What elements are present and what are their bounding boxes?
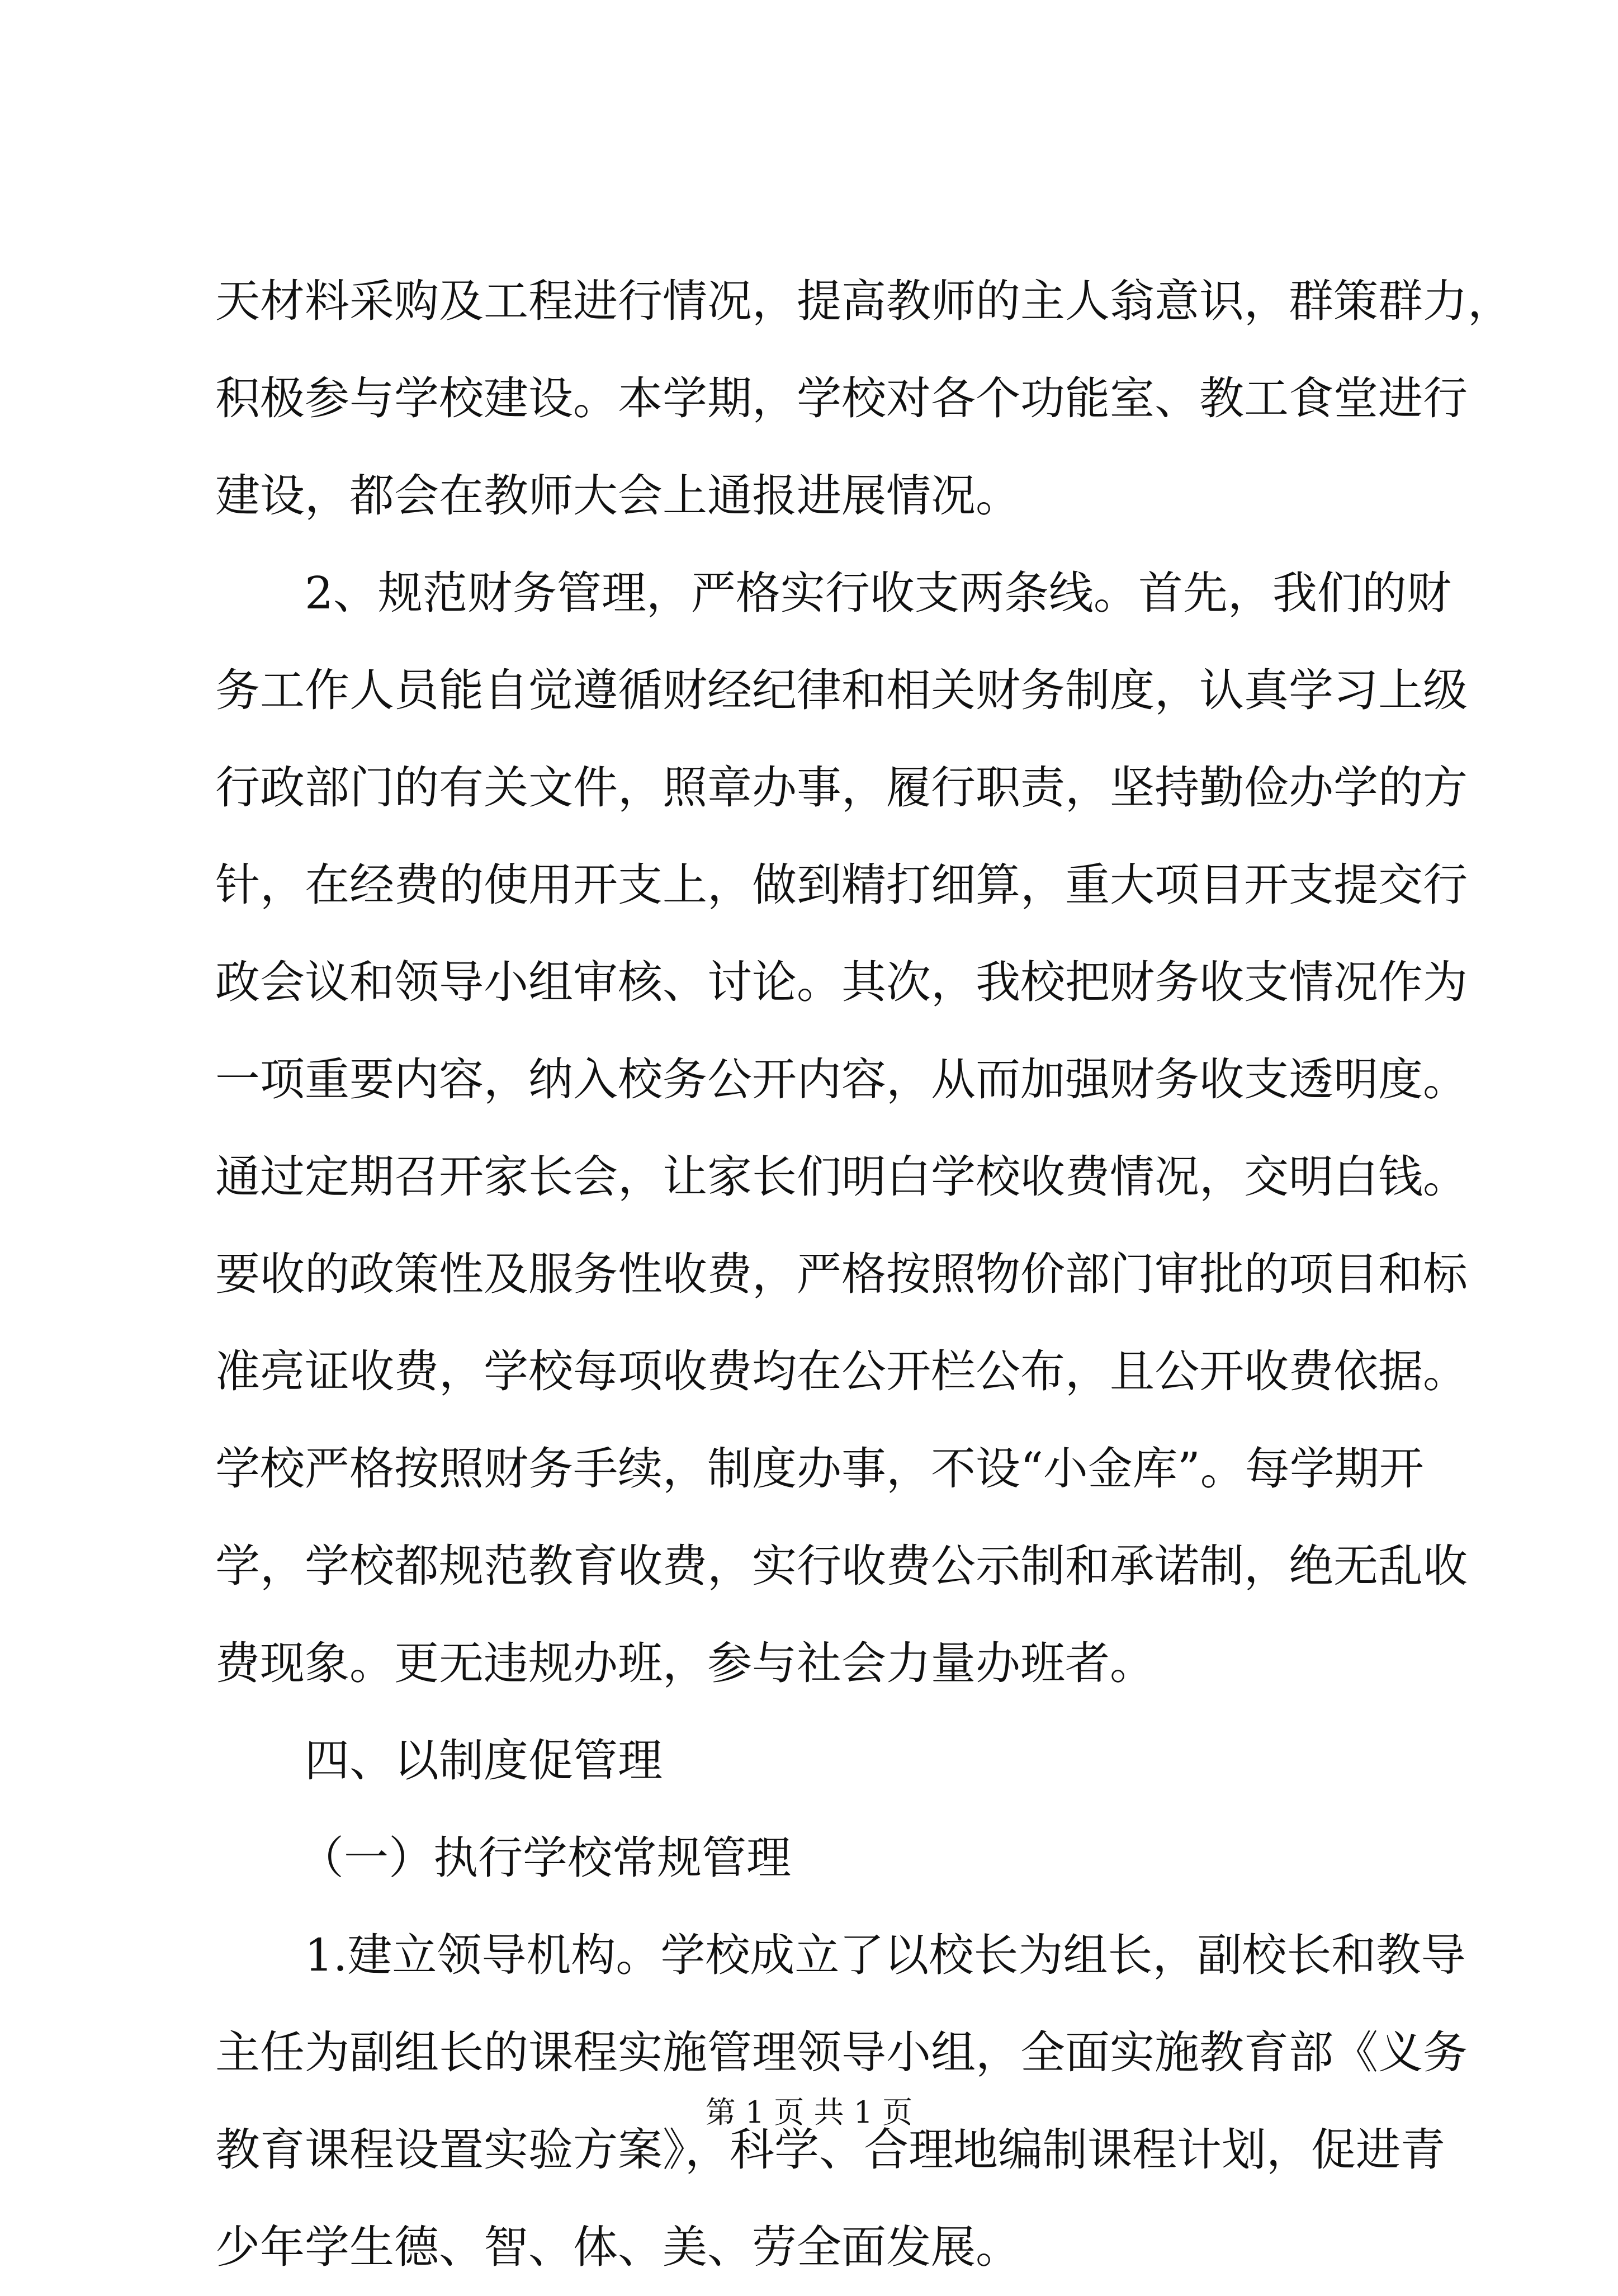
page-number-label: 第 1 页 共 1 页 (705, 2095, 913, 2130)
text-line: 1.建立领导机构。学校成立了以校长为组长，副校长和教导 (305, 1929, 1466, 1981)
text-line: 务工作人员能自觉遵循财经纪律和相关财务制度，认真学习上级 (215, 664, 1468, 716)
text-line: 针，在经费的使用开支上，做到精打细算，重大项目开支提交行 (215, 859, 1468, 911)
text-line: 积极参与学校建设。本学期，学校对各个功能室、教工食堂进行 (215, 372, 1468, 424)
subsection-heading: （一）执行学校常规管理 (299, 1832, 791, 1884)
page-footer (0, 2090, 1618, 2135)
text-line: 学，学校都规范教育收费，实行收费公示制和承诺制，绝无乱收 (215, 1540, 1468, 1592)
text-line: 学校严格按照财务手续，制度办事，不设“小金库”。每学期开 (215, 1443, 1424, 1495)
text-line: 准亮证收费，学校每项收费均在公开栏公布，且公开收费依据。 (215, 1345, 1468, 1397)
text-line: 建设，都会在教师大会上通报进展情况。 (215, 470, 1020, 522)
text-line: 主任为副组长的课程实施管理领导小组，全面实施教育部《义务 (215, 2026, 1468, 2078)
text-line: 少年学生德、智、体、美、劳全面发展。 (215, 2221, 1020, 2273)
text-line: 政会议和领导小组审核、讨论。其次，我校把财务收支情况作为 (215, 956, 1468, 1008)
text-line: 一项重要内容，纳入校务公开内容，从而加强财务收支透明度。 (215, 1053, 1468, 1106)
text-line: 要收的政策性及服务性收费，严格按照物价部门审批的项目和标 (215, 1248, 1468, 1300)
text-line: 行政部门的有关文件，照章办事，履行职责，坚持勤俭办学的方 (215, 762, 1468, 814)
text-line: 通过定期召开家长会，让家长们明白学校收费情况，交明白钱。 (215, 1151, 1468, 1203)
paragraph (215, 253, 1512, 545)
text-line: 2、规范财务管理，严格实行收支两条线。首先，我们的财 (305, 567, 1451, 619)
section-heading: 四、以制度促管理 (305, 1735, 663, 1787)
paragraph (215, 545, 1468, 1712)
text-line: 费现象。更无违规办班，参与社会力量办班者。 (215, 1637, 1155, 1689)
document-body (215, 253, 1512, 2296)
text-line: 天材料采购及工程进行情况，提高教师的主人翁意识，群策群力， (215, 275, 1512, 327)
text-line: 教育课程设置实验方案》，科学、合理地编制课程计划，促进青 (215, 2124, 1445, 2176)
